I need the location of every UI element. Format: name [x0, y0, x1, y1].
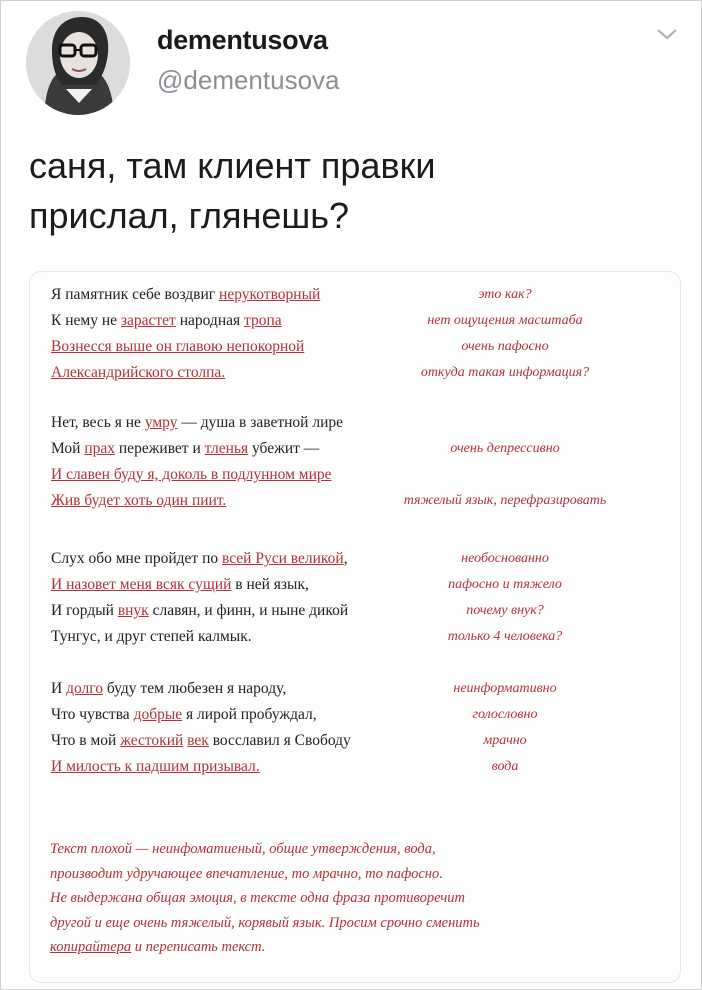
summary-line: другой и еще очень тяжелый, корявый язык. Просим срочно сменить — [50, 914, 480, 931]
user-handle[interactable]: @dementusova — [157, 65, 340, 95]
flagged-phrase: век — [187, 732, 209, 749]
flagged-phrase: И славен буду я, доколь в подлунном мире — [51, 466, 332, 483]
poem-text: я лирой пробуждал, — [182, 706, 317, 723]
poem-line — [51, 466, 332, 484]
chevron-down-icon[interactable] — [656, 27, 678, 41]
editor-note: очень пафосно — [461, 339, 549, 354]
poem-text: в ней язык, — [231, 576, 309, 593]
flagged-phrase: умру — [144, 414, 178, 431]
editor-note: вода — [491, 759, 519, 774]
poem-text: Нет, весь я не — [51, 414, 145, 431]
poem-text: восславил я Свободу — [208, 732, 351, 749]
tweet-text-line: саня, там клиент правки — [29, 145, 436, 186]
poem-line — [51, 364, 225, 382]
flagged-phrase: Вознесся выше он главою непокорной — [51, 338, 305, 355]
flagged-phrase: жестокий — [120, 732, 184, 749]
editor-note: откуда такая информация? — [420, 365, 590, 380]
flagged-phrase: добрые — [133, 706, 183, 723]
poem-text: К нему не — [51, 312, 121, 329]
poem-line — [51, 576, 309, 594]
poem-line — [51, 414, 343, 432]
flagged-phrase: тропа — [244, 312, 282, 329]
summary-text: и переписать текст. — [131, 939, 266, 955]
editor-note: очень депрессивно — [450, 441, 560, 456]
flagged-phrase: И милость к падшим призывал. — [51, 758, 260, 775]
poem-text: Тунгус, и друг степей калмык. — [51, 628, 252, 645]
poem-text: Что в мой — [51, 732, 121, 749]
editor-note: мрачно — [483, 733, 527, 748]
poem-text: И гордый — [51, 602, 118, 619]
poem-line — [51, 602, 348, 620]
editor-note: нет ощущения масштаба — [427, 313, 583, 328]
summary-line: Текст плохой — неинфоматиеный, общие утверждения, вода, — [50, 841, 436, 857]
flagged-phrase: внук — [117, 602, 149, 619]
editor-note: это как? — [478, 287, 532, 302]
poem-line — [51, 312, 282, 330]
poem-text: И — [51, 680, 67, 697]
poem-line — [51, 286, 320, 304]
poem-line — [51, 550, 348, 568]
summary-underlined-word: копирайтера — [50, 939, 132, 955]
poem-text: переживет и — [115, 440, 205, 457]
attached-image[interactable] — [29, 271, 681, 983]
poem-text: Слух обо мне пройдет по — [51, 550, 222, 567]
editor-note: тяжелый язык, перефразировать — [403, 493, 607, 508]
poem-text: Мой — [51, 440, 85, 457]
poem-line — [51, 440, 319, 458]
poem-line — [51, 680, 286, 698]
editor-note: голословно — [472, 707, 538, 722]
summary-line — [50, 935, 665, 960]
poem-text: Что чувства — [51, 706, 134, 723]
editor-note: пафосно и тяжело — [448, 577, 562, 592]
poem-line — [51, 706, 317, 724]
poem-text: славян, и финн, и ныне дикой — [148, 602, 349, 619]
display-name[interactable]: dementusova — [157, 25, 328, 55]
poem-line — [51, 338, 304, 356]
editor-note: необоснованно — [461, 551, 549, 566]
flagged-phrase: И назовет меня всяк сущий — [51, 576, 232, 593]
poem-line — [51, 732, 351, 750]
poem-text: убежит — — [248, 440, 320, 457]
flagged-phrase: нерукотворный — [219, 286, 321, 303]
tweet-text — [29, 141, 669, 241]
poem-line — [51, 492, 226, 510]
poem-text: Я памятник себе воздвиг — [51, 286, 220, 303]
avatar[interactable] — [26, 11, 130, 115]
flagged-phrase: тленья — [204, 440, 249, 457]
editor-note: почему внук? — [466, 603, 544, 618]
summary-line: Не выдержана общая эмоция, в тексте одна фраза противоречит — [50, 890, 465, 906]
editor-summary — [50, 837, 665, 960]
flagged-phrase: Александрийского столпа. — [51, 364, 226, 381]
editor-note: неинформативно — [453, 681, 557, 696]
summary-line: производит удручающее впечатление, то мрачно, то пафосно. — [50, 865, 443, 882]
flagged-phrase: зарастет — [120, 312, 176, 329]
flagged-phrase: Жив будет хоть один пиит. — [51, 492, 227, 509]
poem-text: народная — [175, 312, 244, 329]
flagged-phrase: всей Руси великой — [222, 550, 344, 567]
flagged-phrase: прах — [84, 440, 116, 457]
poem-line — [51, 628, 252, 646]
poem-text: , — [343, 550, 348, 567]
poem-text: — душа в заветной лире — [177, 414, 343, 431]
flagged-phrase: долго — [66, 680, 103, 697]
poem-line — [51, 758, 260, 776]
editor-note: только 4 человека? — [447, 629, 563, 644]
profile-photo-icon — [26, 11, 130, 115]
tweet-text-line: прислал, глянешь? — [29, 195, 350, 236]
poem-text: буду тем любезен я народу, — [102, 680, 287, 697]
